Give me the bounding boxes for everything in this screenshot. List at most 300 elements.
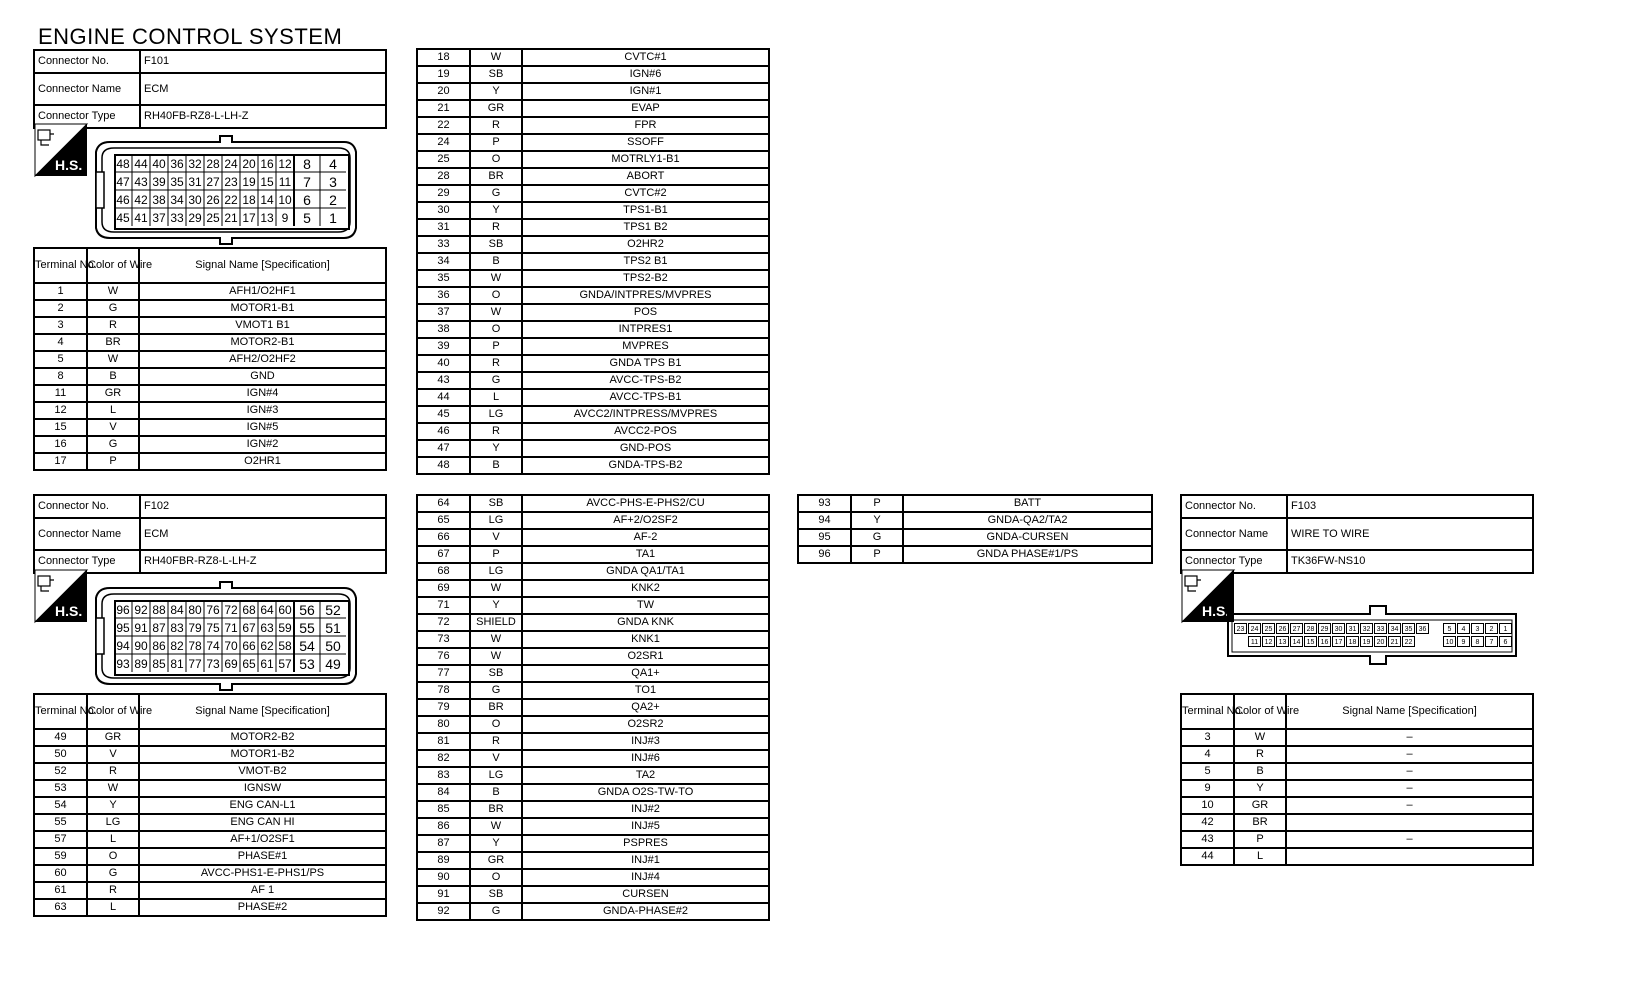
pin-number: 66 xyxy=(242,639,256,653)
pin-number: 36 xyxy=(170,157,184,171)
terminal-row xyxy=(34,436,386,453)
signal-name-cell: O2SR2 xyxy=(522,716,769,733)
hs-label: H.S. xyxy=(55,603,83,619)
connector-type-label: Connector Type xyxy=(34,105,140,128)
pin-number: 83 xyxy=(170,621,184,635)
signal-name-cell: INJ#2 xyxy=(522,801,769,818)
pin-number: 74 xyxy=(206,639,220,653)
pin-number: 12 xyxy=(278,157,292,171)
pin-number: 2 xyxy=(1485,623,1498,634)
terminal-row xyxy=(417,66,769,83)
pin-number: 16 xyxy=(260,157,274,171)
terminal-no-cell: 93 xyxy=(798,495,851,512)
signal-name-cell: SSOFF xyxy=(522,134,769,151)
pin-number: 64 xyxy=(260,603,274,617)
wire-color-cell: O xyxy=(470,716,522,733)
connector-name-label: Connector Name xyxy=(1181,518,1287,550)
connector-name-label: Connector Name xyxy=(34,518,140,550)
signal-name-cell: IGN#6 xyxy=(522,66,769,83)
wire-color-cell: B xyxy=(1234,763,1286,780)
signal-name-header: Signal Name [Specification] xyxy=(139,248,386,283)
pin-number: 28 xyxy=(206,157,220,171)
terminal-row xyxy=(34,746,386,763)
terminal-no-cell: 87 xyxy=(417,835,470,852)
signal-name-cell: IGN#3 xyxy=(139,402,386,419)
wire-color-cell: V xyxy=(470,529,522,546)
pin-number: 10 xyxy=(1443,636,1456,647)
terminal-no-cell: 42 xyxy=(1181,814,1234,831)
pin-number: 60 xyxy=(278,603,292,617)
terminal-row xyxy=(34,763,386,780)
color-header: Color of Wire xyxy=(1234,694,1286,729)
wire-color-cell: Y xyxy=(470,597,522,614)
wire-color-cell: W xyxy=(470,304,522,321)
wire-color-cell: LG xyxy=(470,563,522,580)
pin-number: 56 xyxy=(299,602,315,618)
terminal-row xyxy=(798,546,1152,563)
terminal-no-cell: 44 xyxy=(1181,848,1234,865)
wire-color-cell: W xyxy=(1234,729,1286,746)
terminal-row xyxy=(417,546,769,563)
pin-number: 31 xyxy=(188,175,202,189)
terminal-no-cell: 9 xyxy=(1181,780,1234,797)
connector-type-label: Connector Type xyxy=(1181,550,1287,573)
terminal-row xyxy=(417,495,769,512)
signal-name-cell: IGN#5 xyxy=(139,419,386,436)
pin-number: 52 xyxy=(325,602,341,618)
terminal-no-cell: 63 xyxy=(34,899,87,916)
pin-number: 73 xyxy=(206,657,220,671)
pin-number: 3 xyxy=(329,174,337,190)
signal-name-cell: KNK2 xyxy=(522,580,769,597)
terminal-no-cell: 25 xyxy=(417,151,470,168)
wire-color-cell: R xyxy=(87,763,139,780)
terminal-row xyxy=(417,563,769,580)
terminal-row xyxy=(417,597,769,614)
signal-name-cell: TPS1 B2 xyxy=(522,219,769,236)
signal-name-cell: AF+2/O2SF2 xyxy=(522,512,769,529)
wire-color-cell: Y xyxy=(1234,780,1286,797)
pin-number: 4 xyxy=(329,156,337,172)
terminal-row xyxy=(34,899,386,916)
wire-color-cell: W xyxy=(87,351,139,368)
terminal-no-cell: 24 xyxy=(417,134,470,151)
signal-name-cell: IGN#1 xyxy=(522,83,769,100)
terminal-no-cell: 2 xyxy=(34,300,87,317)
terminal-row xyxy=(417,151,769,168)
pin-number: 89 xyxy=(134,657,148,671)
signal-name-cell: GNDA/INTPRES/MVPRES xyxy=(522,287,769,304)
terminal-no-header: Terminal No. xyxy=(34,248,87,283)
connector-no-label: Connector No. xyxy=(34,50,140,73)
terminal-row xyxy=(34,385,386,402)
terminal-no-cell: 33 xyxy=(417,236,470,253)
connector-type-value: TK36FW-NS10 xyxy=(1287,550,1533,573)
signal-name-cell: MOTRLY1-B1 xyxy=(522,151,769,168)
wire-color-cell: R xyxy=(470,355,522,372)
terminal-no-cell: 82 xyxy=(417,750,470,767)
terminal-no-cell: 95 xyxy=(798,529,851,546)
signal-name-cell: O2HR1 xyxy=(139,453,386,470)
pin-number: 41 xyxy=(134,211,148,225)
pin-number: 49 xyxy=(325,656,341,672)
wire-color-cell: O xyxy=(470,321,522,338)
signal-name-cell: CVTC#2 xyxy=(522,185,769,202)
pin-number: 72 xyxy=(224,603,238,617)
pin-number: 80 xyxy=(188,603,202,617)
wire-color-cell: P xyxy=(87,453,139,470)
signal-name-cell: INJ#4 xyxy=(522,869,769,886)
wire-color-cell: V xyxy=(87,419,139,436)
pin-number: 8 xyxy=(1471,636,1484,647)
signal-name-cell: – xyxy=(1286,780,1533,797)
wire-color-cell: P xyxy=(851,546,903,563)
terminal-no-cell: 67 xyxy=(417,546,470,563)
signal-name-header: Signal Name [Specification] xyxy=(1286,694,1533,729)
terminal-row xyxy=(1181,814,1533,831)
wire-color-cell: G xyxy=(851,529,903,546)
pin-number: 85 xyxy=(152,657,166,671)
terminal-no-header: Terminal No. xyxy=(34,694,87,729)
terminal-no-cell: 81 xyxy=(417,733,470,750)
wire-color-cell: W xyxy=(470,631,522,648)
signal-name-cell: ENG CAN HI xyxy=(139,814,386,831)
terminal-no-cell: 65 xyxy=(417,512,470,529)
signal-name-cell: TA2 xyxy=(522,767,769,784)
terminal-no-cell: 38 xyxy=(417,321,470,338)
color-header: Color of Wire xyxy=(87,248,139,283)
terminal-row xyxy=(417,389,769,406)
signal-name-cell: IGN#4 xyxy=(139,385,386,402)
wire-color-cell: SHIELD xyxy=(470,614,522,631)
wire-color-cell: P xyxy=(851,495,903,512)
terminal-no-header: Terminal No. xyxy=(1181,694,1234,729)
terminal-no-cell: 40 xyxy=(417,355,470,372)
pin-number: 67 xyxy=(242,621,256,635)
terminal-row xyxy=(417,648,769,665)
f102-info-table xyxy=(33,494,387,574)
pin-number: 58 xyxy=(278,639,292,653)
terminal-no-cell: 5 xyxy=(1181,763,1234,780)
pin-number: 59 xyxy=(278,621,292,635)
pin-number: 95 xyxy=(116,621,130,635)
wire-color-cell: LG xyxy=(470,406,522,423)
terminal-row xyxy=(417,457,769,474)
signal-name-cell: AVCC-PHS1-E-PHS1/PS xyxy=(139,865,386,882)
f102-terminal-table-continued-2 xyxy=(797,494,1153,564)
signal-name-cell: AFH2/O2HF2 xyxy=(139,351,386,368)
signal-name-cell: – xyxy=(1286,729,1533,746)
pin-number: 27 xyxy=(206,175,220,189)
wire-color-cell: L xyxy=(1234,848,1286,865)
pin-number: 14 xyxy=(260,193,274,207)
terminal-row xyxy=(417,580,769,597)
terminal-no-cell: 21 xyxy=(417,100,470,117)
signal-name-cell: GNDA-QA2/TA2 xyxy=(903,512,1152,529)
pin-number: 20 xyxy=(242,157,256,171)
terminal-row xyxy=(417,682,769,699)
terminal-no-cell: 86 xyxy=(417,818,470,835)
pin-number: 29 xyxy=(1318,623,1331,634)
terminal-no-cell: 83 xyxy=(417,767,470,784)
terminal-no-cell: 30 xyxy=(417,202,470,219)
terminal-no-cell: 77 xyxy=(417,665,470,682)
pin-number: 86 xyxy=(152,639,166,653)
connector-type-value: RH40FB-RZ8-L-LH-Z xyxy=(140,105,386,128)
pin-number: 38 xyxy=(152,193,166,207)
terminal-row xyxy=(34,317,386,334)
terminal-row xyxy=(417,236,769,253)
f101-terminal-table xyxy=(33,247,387,471)
pin-number: 51 xyxy=(325,620,341,636)
terminal-row xyxy=(417,886,769,903)
pin-number: 2 xyxy=(329,192,337,208)
terminal-no-cell: 12 xyxy=(34,402,87,419)
signal-name-cell: MOTOR2-B1 xyxy=(139,334,386,351)
pin-number: 94 xyxy=(116,639,130,653)
pin-number: 23 xyxy=(1234,623,1247,634)
terminal-row xyxy=(798,512,1152,529)
terminal-row xyxy=(417,750,769,767)
pin-number: 50 xyxy=(325,638,341,654)
signal-name-cell: AF+1/O2SF1 xyxy=(139,831,386,848)
terminal-no-cell: 15 xyxy=(34,419,87,436)
pin-number: 20 xyxy=(1374,636,1387,647)
terminal-row xyxy=(417,767,769,784)
terminal-no-cell: 71 xyxy=(417,597,470,614)
wire-color-cell: O xyxy=(470,287,522,304)
pin-number: 17 xyxy=(242,211,256,225)
pin-number: 22 xyxy=(224,193,238,207)
hs-label: H.S. xyxy=(55,157,83,173)
f101-terminal-table-continued xyxy=(416,48,770,475)
terminal-row xyxy=(417,219,769,236)
signal-name-cell: PHASE#1 xyxy=(139,848,386,865)
connector-type-value: RH40FBR-RZ8-L-LH-Z xyxy=(140,550,386,573)
terminal-no-cell: 44 xyxy=(417,389,470,406)
connector-no-value: F103 xyxy=(1287,495,1533,518)
terminal-row xyxy=(417,631,769,648)
pin-number: 30 xyxy=(1332,623,1345,634)
pin-number: 42 xyxy=(134,193,148,207)
pin-number: 8 xyxy=(303,156,311,172)
terminal-row xyxy=(417,304,769,321)
signal-name-cell: GND xyxy=(139,368,386,385)
pin-number: 26 xyxy=(1276,623,1289,634)
terminal-row xyxy=(1181,848,1533,865)
pin-number: 34 xyxy=(1388,623,1401,634)
terminal-no-cell: 43 xyxy=(417,372,470,389)
terminal-no-cell: 84 xyxy=(417,784,470,801)
terminal-no-cell: 3 xyxy=(34,317,87,334)
wire-color-cell: G xyxy=(87,300,139,317)
pin-number: 93 xyxy=(116,657,130,671)
terminal-no-cell: 53 xyxy=(34,780,87,797)
wire-color-cell: L xyxy=(470,389,522,406)
wire-color-cell: R xyxy=(470,117,522,134)
terminal-no-cell: 96 xyxy=(798,546,851,563)
pin-number: 15 xyxy=(260,175,274,189)
terminal-row xyxy=(417,185,769,202)
pin-number: 71 xyxy=(224,621,238,635)
terminal-row xyxy=(417,270,769,287)
terminal-row xyxy=(417,423,769,440)
signal-name-cell: TPS1-B1 xyxy=(522,202,769,219)
connector-name-value: ECM xyxy=(140,73,386,105)
terminal-no-cell: 54 xyxy=(34,797,87,814)
terminal-row xyxy=(417,869,769,886)
pin-number: 40 xyxy=(152,157,166,171)
signal-name-cell: AVCC2/INTPRESS/MVPRES xyxy=(522,406,769,423)
terminal-no-cell: 45 xyxy=(417,406,470,423)
pin-number: 90 xyxy=(134,639,148,653)
terminal-no-cell: 37 xyxy=(417,304,470,321)
wire-color-cell: BR xyxy=(470,699,522,716)
terminal-no-cell: 60 xyxy=(34,865,87,882)
wire-color-cell: R xyxy=(470,219,522,236)
terminal-no-cell: 35 xyxy=(417,270,470,287)
pin-number: 44 xyxy=(134,157,148,171)
wire-color-cell: W xyxy=(470,270,522,287)
pin-number: 45 xyxy=(116,211,130,225)
pin-number: 33 xyxy=(1374,623,1387,634)
wire-color-cell: P xyxy=(470,134,522,151)
wire-color-cell: GR xyxy=(470,100,522,117)
signal-name-cell: GNDA-CURSEN xyxy=(903,529,1152,546)
pin-number: 24 xyxy=(1248,623,1261,634)
pin-number: 37 xyxy=(152,211,166,225)
pin-number: 12 xyxy=(1262,636,1275,647)
pin-number: 32 xyxy=(1360,623,1373,634)
terminal-row xyxy=(34,882,386,899)
terminal-no-cell: 43 xyxy=(1181,831,1234,848)
signal-name-cell: POS xyxy=(522,304,769,321)
terminal-row xyxy=(1181,746,1533,763)
terminal-no-cell: 94 xyxy=(798,512,851,529)
pin-number: 33 xyxy=(170,211,184,225)
pin-number: 34 xyxy=(170,193,184,207)
pin-number: 11 xyxy=(1248,636,1261,647)
pin-number: 1 xyxy=(1499,623,1512,634)
pin-number: 87 xyxy=(152,621,166,635)
signal-name-cell: VMOT1 B1 xyxy=(139,317,386,334)
pin-number: 23 xyxy=(224,175,238,189)
signal-name-cell: – xyxy=(1286,763,1533,780)
pin-number: 29 xyxy=(188,211,202,225)
terminal-row xyxy=(417,784,769,801)
pin-number: 15 xyxy=(1304,636,1317,647)
wire-color-cell: BR xyxy=(87,334,139,351)
pin-number: 5 xyxy=(1443,623,1456,634)
terminal-row xyxy=(1181,831,1533,848)
signal-name-cell: PSPRES xyxy=(522,835,769,852)
terminal-no-cell: 73 xyxy=(417,631,470,648)
pin-number: 11 xyxy=(278,175,292,189)
terminal-row xyxy=(417,801,769,818)
terminal-no-cell: 20 xyxy=(417,83,470,100)
terminal-row xyxy=(34,368,386,385)
signal-name-cell: MOTOR1-B2 xyxy=(139,746,386,763)
terminal-row xyxy=(417,100,769,117)
terminal-no-cell: 46 xyxy=(417,423,470,440)
wire-color-cell: Y xyxy=(470,202,522,219)
wire-color-cell: Y xyxy=(851,512,903,529)
terminal-row xyxy=(34,300,386,317)
pin-number: 43 xyxy=(134,175,148,189)
connector-no-value: F102 xyxy=(140,495,386,518)
terminal-no-cell: 50 xyxy=(34,746,87,763)
pin-number: 88 xyxy=(152,603,166,617)
terminal-no-cell: 1 xyxy=(34,283,87,300)
terminal-no-cell: 16 xyxy=(34,436,87,453)
signal-name-cell: GNDA O2S-TW-TO xyxy=(522,784,769,801)
pin-number: 91 xyxy=(134,621,148,635)
pin-number: 21 xyxy=(224,211,238,225)
terminal-row xyxy=(417,117,769,134)
signal-name-cell: IGNSW xyxy=(139,780,386,797)
terminal-row xyxy=(417,665,769,682)
terminal-no-cell: 3 xyxy=(1181,729,1234,746)
terminal-no-cell: 22 xyxy=(417,117,470,134)
terminal-row xyxy=(417,134,769,151)
wire-color-cell: B xyxy=(470,784,522,801)
pin-number: 28 xyxy=(1304,623,1317,634)
terminal-row xyxy=(417,355,769,372)
signal-name-cell: EVAP xyxy=(522,100,769,117)
signal-name-cell: TA1 xyxy=(522,546,769,563)
pin-number: 27 xyxy=(1290,623,1303,634)
pin-number: 76 xyxy=(206,603,220,617)
terminal-row xyxy=(417,287,769,304)
pin-number: 53 xyxy=(299,656,315,672)
wire-color-cell: SB xyxy=(470,495,522,512)
color-header: Color of Wire xyxy=(87,694,139,729)
signal-name-cell: INJ#3 xyxy=(522,733,769,750)
pin-number: 6 xyxy=(1499,636,1512,647)
terminal-no-cell: 10 xyxy=(1181,797,1234,814)
pin-number: 61 xyxy=(260,657,274,671)
wire-color-cell: Y xyxy=(470,835,522,852)
terminal-row xyxy=(798,495,1152,512)
pin-number: 3 xyxy=(1471,623,1484,634)
signal-name-cell: INJ#6 xyxy=(522,750,769,767)
signal-name-cell: GNDA QA1/TA1 xyxy=(522,563,769,580)
terminal-row xyxy=(417,614,769,631)
wire-color-cell: BR xyxy=(1234,814,1286,831)
signal-name-cell: INTPRES1 xyxy=(522,321,769,338)
pin-number: 22 xyxy=(1402,636,1415,647)
wire-color-cell: B xyxy=(470,457,522,474)
terminal-no-cell: 68 xyxy=(417,563,470,580)
pin-number: 92 xyxy=(134,603,148,617)
harness-side-icon xyxy=(35,124,87,176)
signal-name-cell: MVPRES xyxy=(522,338,769,355)
connector-no-label: Connector No. xyxy=(1181,495,1287,518)
pin-number: 9 xyxy=(1457,636,1470,647)
signal-name-cell: QA1+ xyxy=(522,665,769,682)
pin-number: 25 xyxy=(206,211,220,225)
signal-name-cell: – xyxy=(1286,746,1533,763)
pin-number: 81 xyxy=(170,657,184,671)
terminal-no-cell: 17 xyxy=(34,453,87,470)
terminal-row xyxy=(417,338,769,355)
wire-color-cell: L xyxy=(87,402,139,419)
terminal-no-cell: 80 xyxy=(417,716,470,733)
pin-number: 21 xyxy=(1388,636,1401,647)
terminal-no-cell: 91 xyxy=(417,886,470,903)
wire-color-cell: SB xyxy=(470,665,522,682)
pin-number: 35 xyxy=(1402,623,1415,634)
